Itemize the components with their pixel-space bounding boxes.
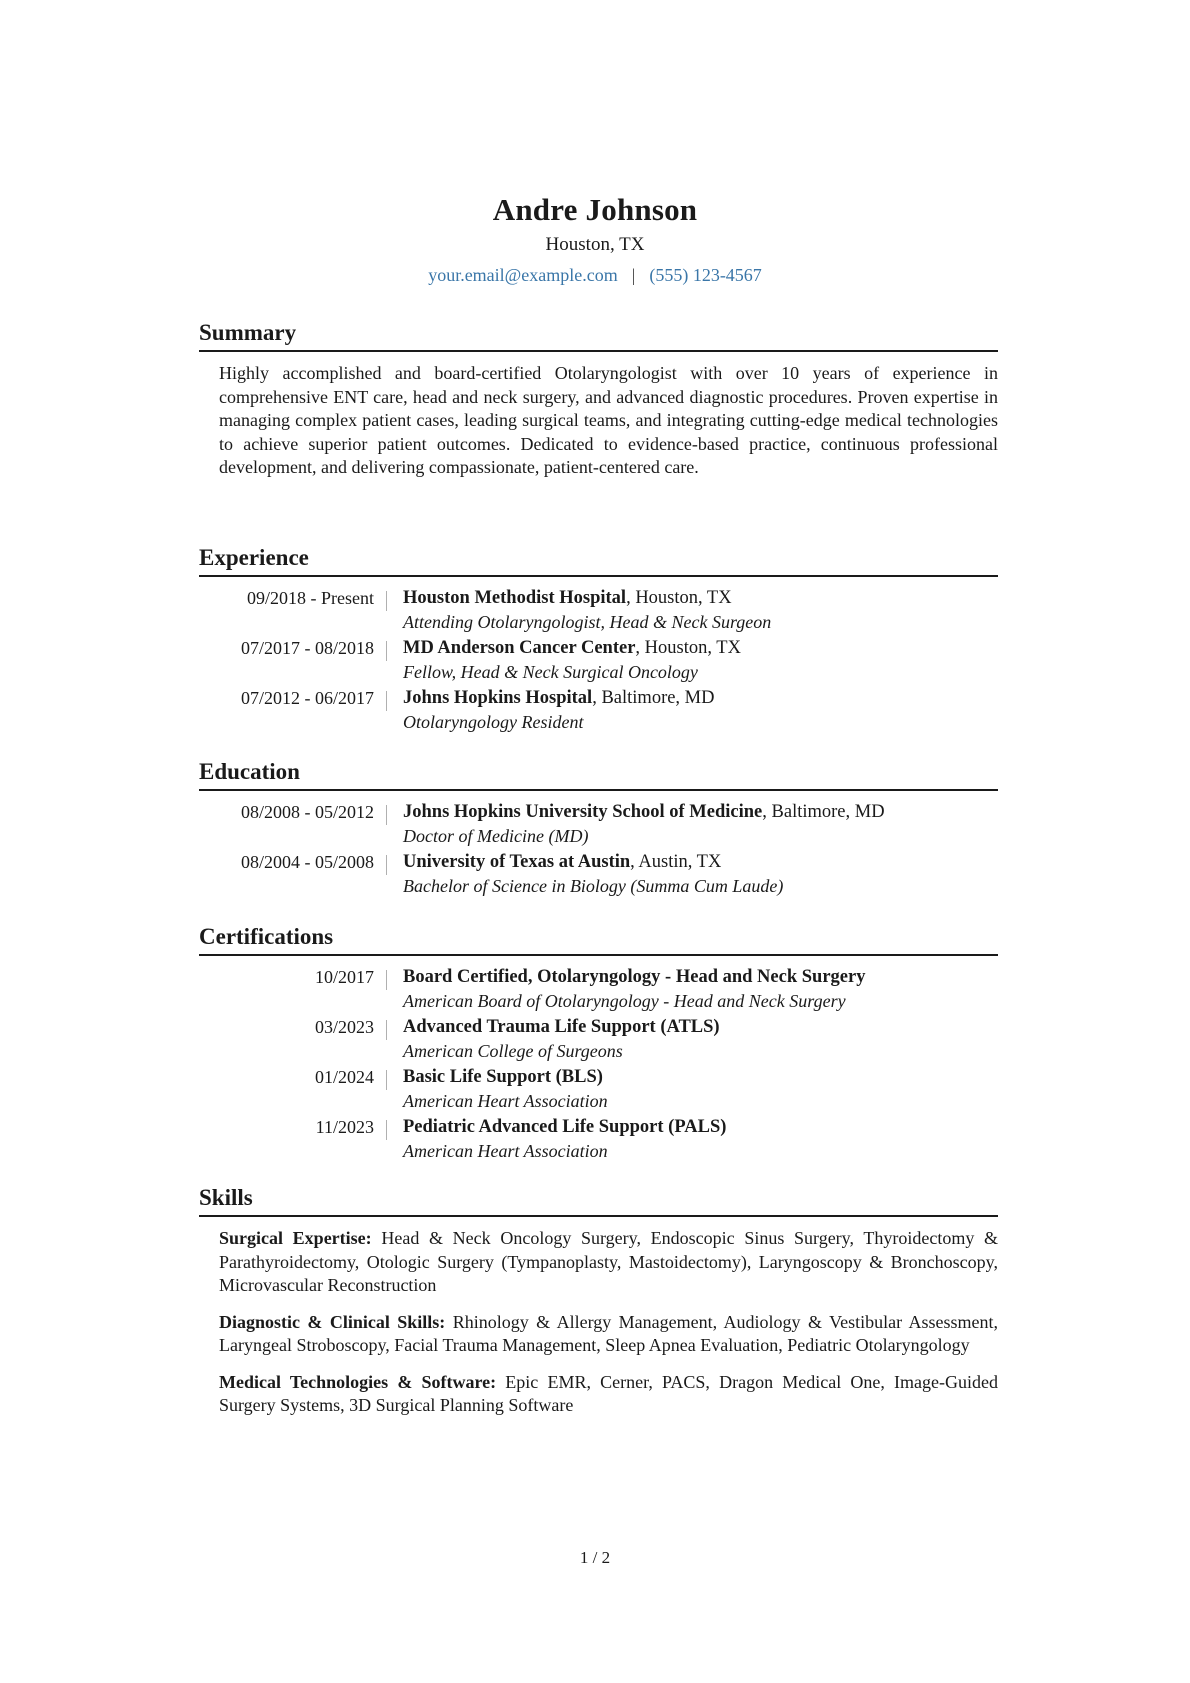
email-link[interactable]: your.email@example.com	[428, 265, 618, 285]
entry-body	[387, 687, 715, 734]
candidate-name: Andre Johnson	[492, 192, 698, 227]
entry-row	[199, 966, 998, 1013]
entry-row	[199, 1016, 998, 1063]
entry-organization: MD Anderson Cancer Center	[403, 638, 636, 658]
section-title-summary: Summary	[199, 318, 998, 352]
page-number: 1 / 2	[579, 1548, 611, 1567]
entry-role: Bachelor of Science in Biology (Summa Cum Laude)	[403, 875, 784, 896]
skill-group-title: Surgical Expertise:	[219, 1228, 372, 1248]
skill-group-title: Diagnostic & Clinical Skills:	[219, 1311, 446, 1332]
entry-role: Attending Otolaryngologist, Head & Neck Surgeon	[403, 611, 772, 632]
contact-separator: |	[631, 265, 636, 285]
entry-organization: Johns Hopkins University School of Medicine	[403, 802, 763, 822]
entry-organization: Board Certified, Otolaryngology - Head and Neck Surgery	[403, 967, 866, 987]
entry-date: 09/2018 - Present	[247, 588, 374, 608]
entry-row	[199, 587, 998, 634]
entry-body	[387, 851, 783, 898]
entry-role: Doctor of Medicine (MD)	[403, 825, 589, 846]
skill-group	[219, 1371, 998, 1418]
entry-body	[387, 1116, 726, 1163]
section-title-education: Education	[199, 757, 998, 791]
summary-section	[199, 318, 998, 480]
section-title-certifications: Certifications	[199, 922, 998, 956]
entry-organization: Pediatric Advanced Life Support (PALS)	[403, 1117, 727, 1137]
entry-location: , Baltimore, MD	[762, 802, 885, 822]
entry-body	[387, 1016, 720, 1063]
entry-organization: University of Texas at Austin	[403, 852, 631, 872]
candidate-location: Houston, TX	[545, 234, 645, 255]
entry-body	[387, 1066, 608, 1113]
entry-organization: Advanced Trauma Life Support (ATLS)	[403, 1017, 720, 1037]
entry-organization: Johns Hopkins Hospital	[403, 688, 593, 708]
education-list	[199, 801, 998, 898]
entry-role: American Heart Association	[403, 1140, 608, 1161]
entry-date: 10/2017	[314, 967, 374, 987]
skill-group-items: Epic EMR, Cerner, PACS, Dragon Medical One, Image-Guided Surgery Systems, 3D Surgical Planning Software	[219, 1371, 998, 1415]
contact-line	[0, 262, 1190, 288]
entry-date: 07/2012 - 06/2017	[241, 688, 374, 708]
experience-list	[199, 587, 998, 734]
entry-body	[387, 587, 771, 634]
entry-date: 01/2024	[314, 1067, 374, 1087]
skill-group-items: Rhinology & Allergy Management, Audiology & Vestibular Assessment, Laryngeal Stroboscopy, Facial Trauma Management, Sleep Apnea Evaluation, Pediatric Otolaryngology	[219, 1311, 998, 1355]
entry-row	[199, 1066, 998, 1113]
skill-group	[219, 1311, 998, 1358]
entry-row	[199, 1116, 998, 1163]
entry-location: , Austin, TX	[630, 852, 722, 872]
entry-role: American Board of Otolaryngology - Head and Neck Surgery	[403, 990, 846, 1011]
entry-organization: Houston Methodist Hospital	[403, 588, 627, 608]
skills-section	[199, 1183, 998, 1418]
entry-date: 08/2008 - 05/2012	[241, 802, 374, 822]
entry-date: 07/2017 - 08/2018	[241, 638, 374, 658]
entry-location: , Baltimore, MD	[592, 688, 715, 708]
entry-role: American College of Surgeons	[403, 1040, 623, 1061]
section-title-skills: Skills	[199, 1183, 998, 1217]
resume-header	[0, 188, 1190, 288]
phone-link[interactable]: (555) 123-4567	[649, 265, 762, 285]
entry-role: Otolaryngology Resident	[403, 711, 584, 732]
entry-date: 11/2023	[315, 1117, 374, 1137]
skill-group-title: Medical Technologies & Software:	[219, 1371, 497, 1392]
skills-list	[199, 1227, 998, 1418]
summary-text: Highly accomplished and board-certified Otolaryngologist with over 10 years of experience in comprehensive ENT care, head and neck surgery, and advanced diagnostic procedures. Proven expertise in managing complex patient cases, leading surgical teams, and integrating cutting-edge medical technologies to achieve superior patient outcomes. Dedicated to evidence-based practice, continuous professional development, and delivering compassionate, patient-centered care.	[219, 363, 998, 477]
entry-row	[199, 851, 998, 898]
certifications-list	[199, 966, 998, 1163]
entry-date: 08/2004 - 05/2008	[241, 852, 374, 872]
entry-location: , Houston, TX	[626, 588, 732, 608]
skill-group-items: Head & Neck Oncology Surgery, Endoscopic Sinus Surgery, Thyroidectomy & Parathyroidectomy, Otologic Surgery (Tympanoplasty, Mastoidectomy), Laryngoscopy & Bronchoscopy, Microvascular Reconstruction	[219, 1228, 999, 1295]
entry-row	[199, 687, 998, 734]
entry-body	[387, 966, 865, 1013]
skill-group	[219, 1227, 998, 1298]
entry-role: Fellow, Head & Neck Surgical Oncology	[403, 661, 698, 682]
experience-section	[199, 543, 998, 734]
education-section	[199, 757, 998, 898]
entry-row	[199, 801, 998, 848]
entry-date: 03/2023	[314, 1017, 374, 1037]
entry-body	[387, 801, 885, 848]
entry-row	[199, 637, 998, 684]
entry-body	[387, 637, 741, 684]
entry-role: American Heart Association	[403, 1090, 608, 1111]
section-title-experience: Experience	[199, 543, 998, 577]
entry-organization: Basic Life Support (BLS)	[403, 1067, 603, 1087]
entry-location: , Houston, TX	[635, 638, 741, 658]
certifications-section	[199, 922, 998, 1163]
